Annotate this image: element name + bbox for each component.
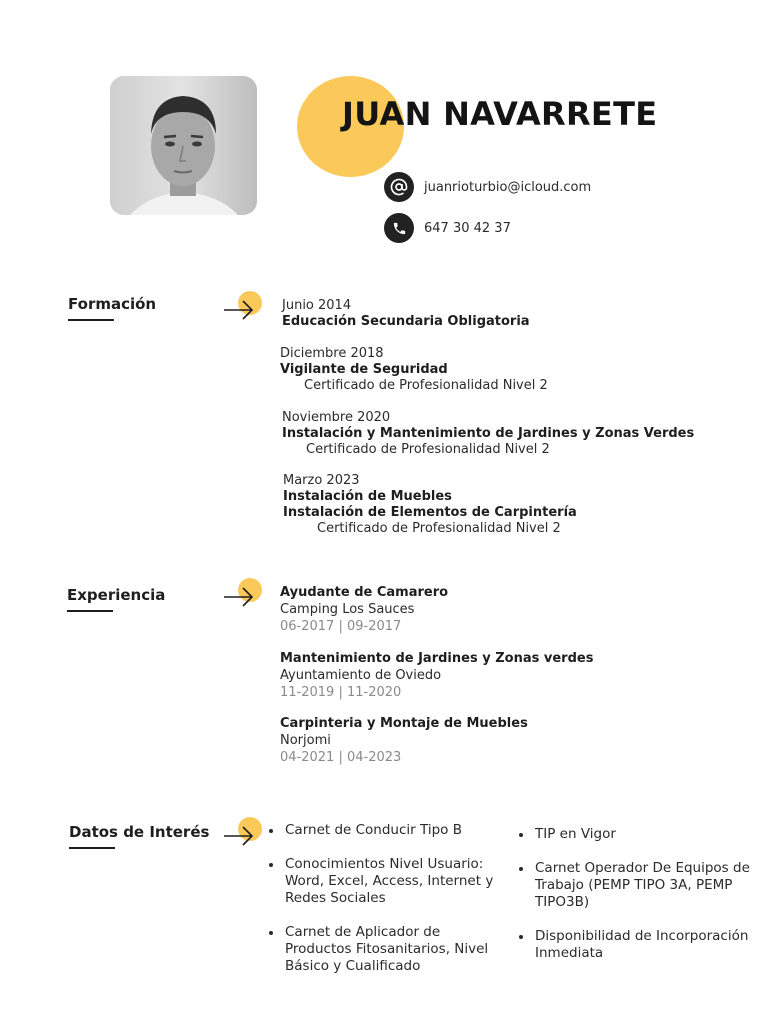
phone-icon: [384, 213, 414, 243]
list-item: Conocimientos Nivel Usuario: Word, Excel, Access, Internet y Redes Sociales: [269, 856, 499, 907]
experience-role: Ayudante de Camarero: [280, 585, 449, 600]
experience-role: Mantenimiento de Jardines y Zonas verdes: [280, 651, 594, 666]
list-item: TIP en Vigor: [519, 826, 759, 843]
at-icon: [384, 172, 414, 202]
education-item-4: [283, 473, 577, 537]
experience-role: Carpinteria y Montaje de Muebles: [280, 716, 528, 731]
experience-period: 11-2019 | 11-2020: [280, 685, 402, 700]
experience-period: 04-2021 | 04-2023: [280, 750, 402, 765]
interest-list-right: [519, 826, 759, 979]
experience-place: Camping Los Sauces: [280, 602, 415, 617]
section-title-datos: Datos de Interés: [69, 823, 210, 841]
email-contact[interactable]: [384, 172, 591, 202]
education-title: Instalación y Mantenimiento de Jardines y Zonas Verdes: [282, 426, 695, 441]
list-item: Carnet de Conducir Tipo B: [269, 822, 499, 839]
arrow-right-icon: [222, 817, 262, 849]
experience-place: Ayuntamiento de Oviedo: [280, 668, 442, 683]
education-cert: Certificado de Profesionalidad Nivel 2: [304, 378, 548, 393]
phone-contact[interactable]: [384, 213, 511, 243]
experience-item-2: [280, 650, 593, 701]
experience-place: Norjomi: [280, 733, 331, 748]
education-title: Vigilante de Seguridad: [280, 362, 448, 377]
list-item: Disponibilidad de Incorporación Inmediata: [519, 928, 759, 962]
arrow-right-icon: [222, 578, 262, 610]
education-cert: Certificado de Profesionalidad Nivel 2: [317, 521, 561, 536]
education-date: Diciembre 2018: [280, 346, 384, 361]
education-date: Noviembre 2020: [282, 410, 391, 425]
email-text: juanrioturbio@icloud.com: [424, 179, 592, 195]
education-cert: Certificado de Profesionalidad Nivel 2: [306, 442, 550, 457]
list-item: Carnet de Aplicador de Productos Fitosanitarios, Nivel Básico y Cualificado: [269, 924, 499, 975]
education-title: Instalación de Elementos de Carpintería: [283, 505, 577, 520]
list-item: Carnet Operador De Equipos de Trabajo (PEMP TIPO 3A, PEMP TIPO3B): [519, 860, 759, 911]
education-title: Educación Secundaria Obligatoria: [282, 314, 530, 329]
education-item-2: [280, 346, 548, 394]
education-title: Instalación de Muebles: [283, 489, 452, 504]
arrow-right-icon: [222, 291, 262, 323]
education-date: Junio 2014: [282, 298, 352, 313]
phone-text: 647 30 42 37: [424, 220, 511, 236]
full-name: JUAN NAVARRETE: [342, 95, 658, 133]
interest-list-left: [269, 822, 499, 992]
experience-item-1: [280, 584, 448, 635]
experience-item-3: [280, 715, 528, 766]
portrait-image: [110, 76, 257, 215]
education-item-3: [282, 410, 694, 458]
education-date: Marzo 2023: [283, 473, 360, 488]
education-item-1: [282, 298, 530, 330]
section-title-formacion: Formación: [68, 295, 157, 313]
profile-photo: [110, 76, 257, 215]
experience-period: 06-2017 | 09-2017: [280, 619, 402, 634]
section-title-experiencia: Experiencia: [67, 586, 166, 604]
